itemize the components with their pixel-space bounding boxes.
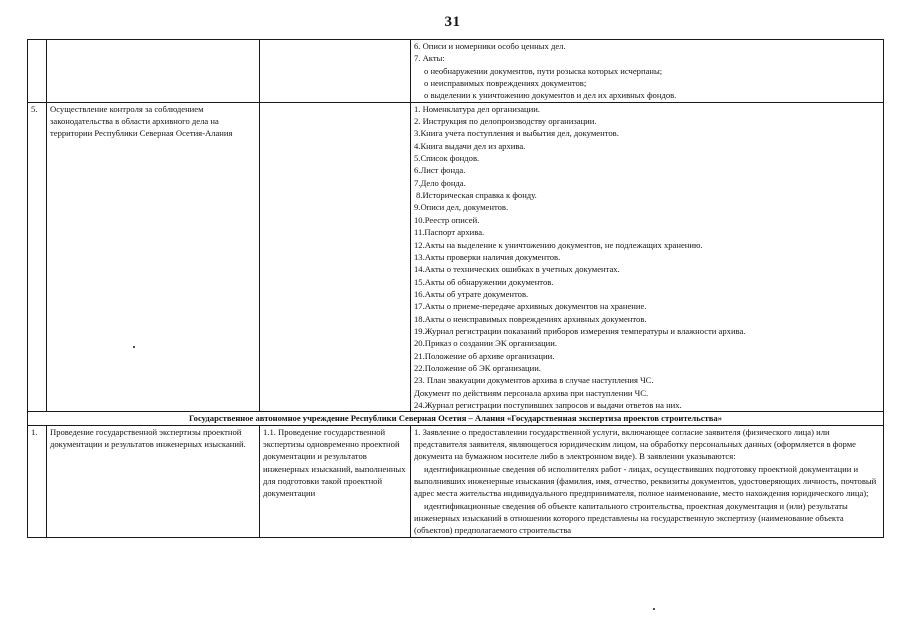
- list-item: 23. План эвакуации документов архива в случае наступления ЧС.: [414, 375, 654, 386]
- list-item: 24.Журнал регистрации поступивших запросов и выдачи ответов на них.: [414, 399, 682, 410]
- list-item: 14.Акты о технических ошибках в учетных документах.: [414, 264, 620, 275]
- list-item: 1. Номенклатура дел организации.: [414, 103, 540, 114]
- list-item: 3.Книга учета поступления и выбытия дел, документов.: [414, 128, 619, 139]
- list-item: 16.Акты об утрате документов.: [414, 288, 529, 299]
- list-item: 17.Акты о приеме-передаче архивных документов на хранение.: [414, 301, 647, 312]
- list-item: 15.Акты об обнаружении документов.: [414, 276, 554, 287]
- table-row-5: [28, 102, 884, 412]
- scan-speck: [133, 346, 135, 348]
- list-item: 13.Акты проверки наличия документов.: [414, 251, 561, 262]
- list-item: 10.Реестр описей.: [414, 214, 480, 225]
- section-header: Государственное автономное учреждение Республики Северная Осетия – Алания «Государственная экспертиза проектов строительства»: [28, 412, 884, 425]
- cell-documents: [411, 102, 884, 412]
- list-item: 4.Книга выдачи дел из архива.: [414, 140, 526, 151]
- cell-service: [47, 40, 260, 103]
- list-item: о необнаружении документов, пути розыска которых исчерпаны;: [424, 65, 663, 76]
- cell-num: [28, 40, 47, 103]
- cell-documents: [411, 425, 884, 537]
- list-item: 6.Лист фонда.: [414, 165, 466, 176]
- scan-speck: [653, 608, 655, 610]
- list-item: Документ по действиям персонала архива при наступлении ЧС.: [414, 387, 649, 398]
- cell-service: Осуществление контроля за соблюдением законодательства в области архивного дела на территории Республики Северная Осетия-Алания: [47, 102, 260, 412]
- table-row-continuation: [28, 40, 884, 103]
- document-paragraph: идентификационные сведения об исполнителях работ - лицах, осуществивших подготовку проектной документации и выполнивших инженерные изыскания (фамилия, имя, отчество, реквизиты документов, удостоверяющих личность, почтовый адрес места жительства индивидуального предпринимателя, полное наименование, место нахождения юридического лица);: [414, 463, 877, 499]
- document-paragraph: идентификационные сведения об объекте капитального строительства, проектная документация и (или) результаты инженерных изысканий в отношении которого представлены на государственную экспертизу (наименование объекта (объектов) предполагаемого строительства: [414, 500, 848, 536]
- cell-subservice: [260, 102, 411, 412]
- list-item: 5.Список фондов.: [414, 153, 480, 164]
- cell-subservice: [260, 40, 411, 103]
- list-item: 8.Историческая справка к фонду.: [416, 190, 537, 201]
- list-item: 21.Положение об архиве организации.: [414, 350, 555, 361]
- section-header-row: [28, 412, 884, 425]
- table-row-1: [28, 425, 884, 537]
- page-number: 31: [444, 14, 461, 30]
- list-item: 7.Дело фонда.: [414, 177, 466, 188]
- list-item: 19.Журнал регистрации показаний приборов измерения температуры и влажности архива.: [414, 325, 746, 336]
- cell-documents: [411, 40, 884, 103]
- list-item: 2. Инструкция по делопроизводству организации.: [414, 116, 597, 127]
- list-item: 18.Акты о неисправимых повреждениях архивных документов.: [414, 313, 647, 324]
- list-item: 11.Паспорт архива.: [414, 227, 485, 238]
- cell-num: 5.: [28, 102, 47, 412]
- cell-subservice: 1.1. Проведение государственной экспертизы одновременно проектной документации и результатов инженерных изысканий, выполненных для подготовки такой проектной документации: [260, 425, 411, 537]
- cell-service: Проведение государственной экспертизы проектной документации и результатов инженерных изысканий.: [47, 425, 260, 537]
- list-item: о неисправимых повреждениях документов;: [424, 78, 587, 89]
- list-item: 12.Акты на выделение к уничтожению документов, не подлежащих хранению.: [414, 239, 703, 250]
- list-item: 20.Приказ о создании ЭК организации.: [414, 338, 558, 349]
- list-item: 6. Описи и номерники особо ценных дел.: [414, 41, 566, 51]
- document-paragraph: 1. Заявление о предоставлении государственной услуги, включающее согласие заявителя (физического лица) или представителя заявителя, являющегося юридическим лицом, на обработку персональных данных (оформляется в форме документа на бумажном носителе либо в электронном виде). В заявлении указываются:: [414, 426, 856, 462]
- list-item: 7. Акты:: [414, 53, 445, 64]
- list-item: о выделении к уничтожению документов и дел их архивных фондов.: [424, 90, 677, 101]
- list-item: 9.Описи дел, документов.: [414, 202, 509, 213]
- cell-num: 1.: [28, 425, 47, 537]
- list-item: 22.Положение об ЭК организации.: [414, 362, 541, 373]
- document-table: [27, 39, 884, 538]
